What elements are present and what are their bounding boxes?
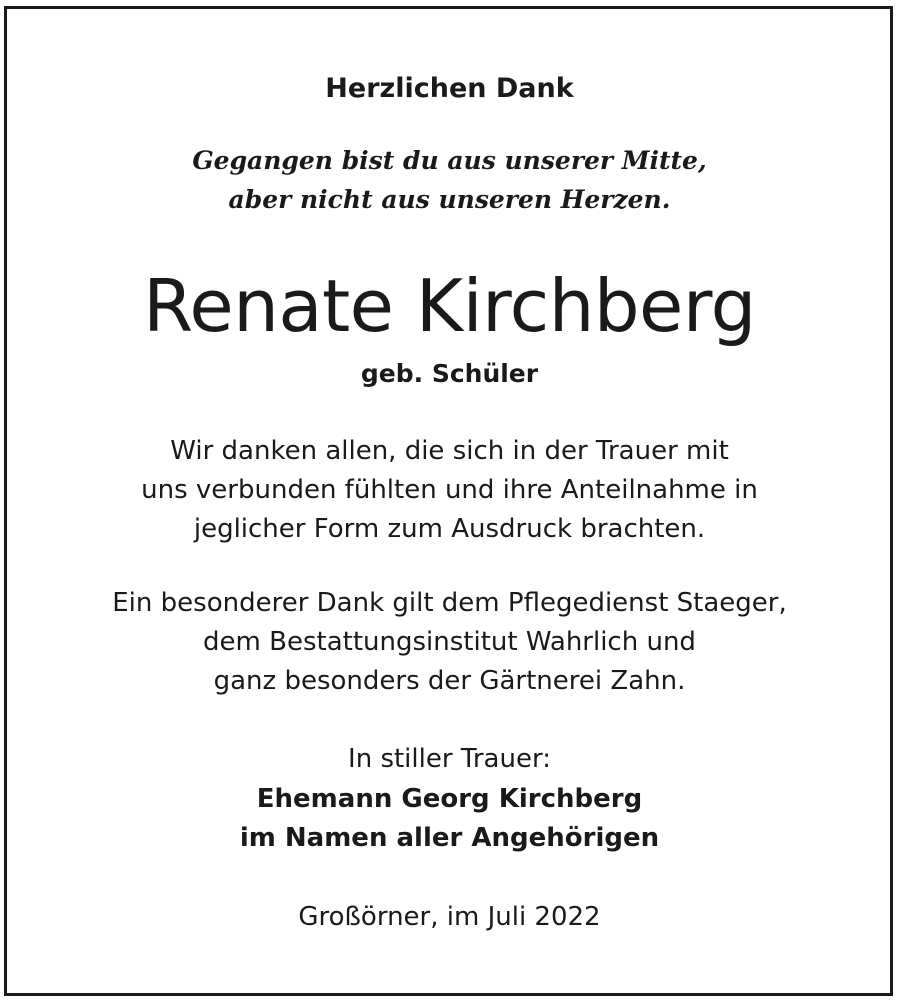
deceased-name: Renate Kirchberg <box>143 264 756 348</box>
thanks-paragraph-line-3: jeglicher Form zum Ausdruck brachten. <box>193 514 706 544</box>
special-thanks-line-1: Ein besonderer Dank gilt dem Pflegedienst Staeger, <box>112 588 787 618</box>
signatory-line-2: im Namen aller Angehörigen <box>239 823 660 853</box>
maiden-name: geb. Schüler <box>360 359 539 388</box>
mourning-intro: In stiller Trauer: <box>348 744 551 774</box>
place-date: Großörner, im Juli 2022 <box>298 902 601 932</box>
special-thanks-line-3: ganz besonders der Gärtnerei Zahn. <box>213 666 686 696</box>
thanks-paragraph-line-1: Wir danken allen, die sich in der Trauer mit <box>170 436 729 466</box>
special-thanks-line-2: dem Bestattungsinstitut Wahrlich und <box>203 627 696 657</box>
verse-line-2: aber nicht aus unseren Herzen. <box>228 185 671 214</box>
thanks-paragraph-line-2: uns verbunden fühlten und ihre Anteilnahme in <box>141 475 758 505</box>
notice-heading: Herzlichen Dank <box>325 73 574 104</box>
signatory-line-1: Ehemann Georg Kirchberg <box>256 784 643 814</box>
verse-line-1: Gegangen bist du aus unserer Mitte, <box>192 146 707 175</box>
